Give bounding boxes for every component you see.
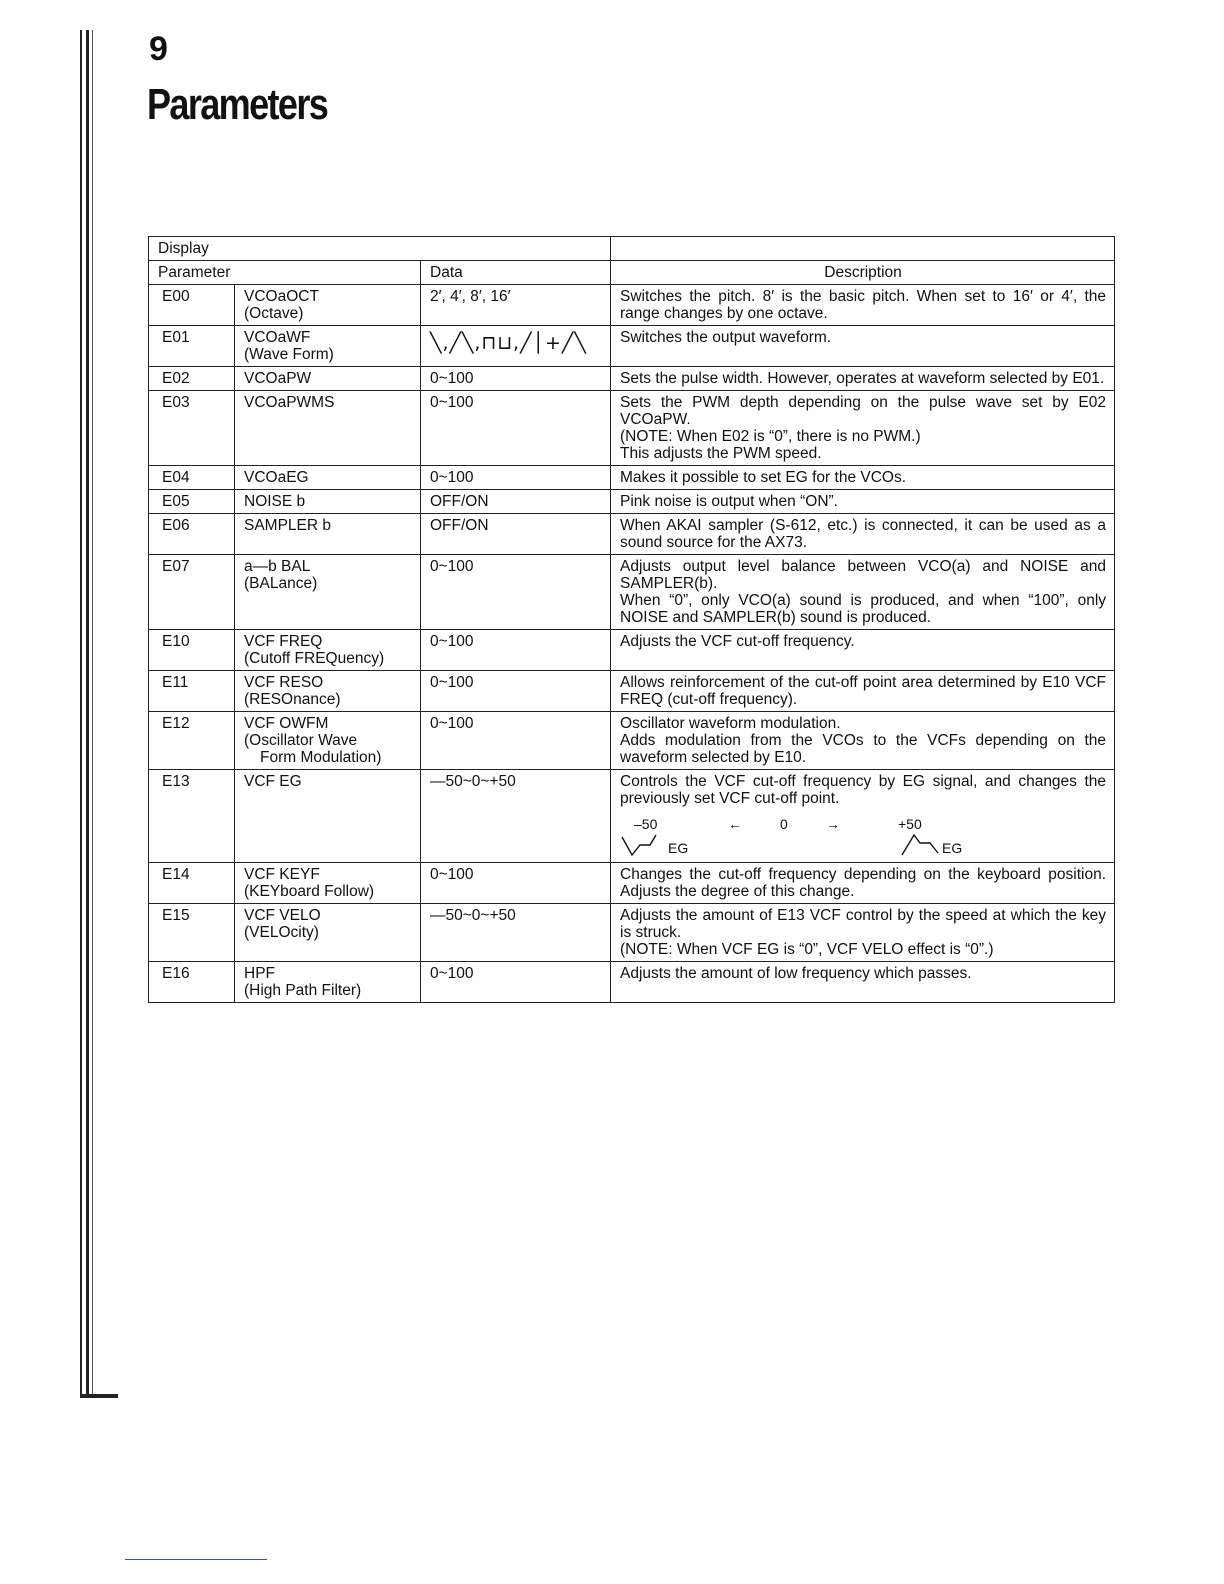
param-name: VCOaOCT bbox=[244, 288, 319, 305]
table-row bbox=[149, 712, 1115, 770]
param-data bbox=[421, 490, 611, 514]
left-arrow-icon: ← bbox=[728, 816, 743, 832]
param-data-value: 0~100 bbox=[430, 394, 474, 411]
param-code: E07 bbox=[149, 555, 235, 630]
description-line: Adds modulation from the VCOs to the VCFs depending on the waveform selected by E10. bbox=[620, 732, 1107, 766]
param-description bbox=[611, 904, 1115, 962]
param-name-cell bbox=[235, 863, 421, 904]
description-line: Controls the VCF cut-off frequency by EG signal, and changes the previously set VCF cut-off point. bbox=[620, 773, 1107, 807]
table-row bbox=[149, 630, 1115, 671]
parameters-table bbox=[148, 236, 1115, 1003]
eg-plus-label: +50 bbox=[898, 816, 922, 832]
param-description bbox=[611, 367, 1115, 391]
param-data-value: 0~100 bbox=[430, 965, 474, 982]
param-data bbox=[421, 466, 611, 490]
table-row bbox=[149, 671, 1115, 712]
param-full-name: (Octave) bbox=[244, 305, 304, 322]
table-row bbox=[149, 391, 1115, 466]
param-code: E16 bbox=[149, 962, 235, 1003]
table-row bbox=[149, 285, 1115, 326]
param-name: VCF OWFM bbox=[244, 715, 329, 732]
param-name: SAMPLER b bbox=[244, 517, 332, 534]
description-line: Adjusts the amount of E13 VCF control by the speed at which the key is struck. bbox=[620, 907, 1107, 941]
chapter-number: 9 bbox=[149, 30, 167, 68]
description-line: Sets the PWM depth depending on the pulse wave set by E02 VCOaPW. bbox=[620, 394, 1107, 428]
param-name-cell bbox=[235, 555, 421, 630]
param-description bbox=[611, 962, 1115, 1003]
description-line: Adjusts the amount of low frequency which passes. bbox=[620, 965, 972, 982]
param-name-cell bbox=[235, 671, 421, 712]
param-name: a—b BAL bbox=[244, 558, 311, 575]
param-code: E03 bbox=[149, 391, 235, 466]
param-description bbox=[611, 863, 1115, 904]
eg-label-negative: EG bbox=[668, 840, 689, 856]
header-parameter: Parameter bbox=[149, 261, 421, 285]
param-data bbox=[421, 555, 611, 630]
table-row bbox=[149, 326, 1115, 367]
param-name-cell bbox=[235, 770, 421, 863]
param-name-cell bbox=[235, 904, 421, 962]
param-full-name: (VELOcity) bbox=[244, 924, 319, 941]
param-data bbox=[421, 514, 611, 555]
positive-eg-curve-icon bbox=[902, 835, 938, 855]
param-data-value: 0~100 bbox=[430, 469, 474, 486]
param-name: VCOaEG bbox=[244, 469, 309, 486]
param-name-cell bbox=[235, 630, 421, 671]
param-name: HPF bbox=[244, 965, 275, 982]
binding-edge bbox=[78, 30, 96, 1398]
param-data bbox=[421, 712, 611, 770]
param-data bbox=[421, 770, 611, 863]
description-line: Adjusts the VCF cut-off frequency. bbox=[620, 633, 855, 650]
description-line: Makes it possible to set EG for the VCOs. bbox=[620, 469, 907, 486]
param-data-value: OFF/ON bbox=[430, 493, 489, 510]
param-full-name: (BALance) bbox=[244, 575, 318, 592]
param-name-cell bbox=[235, 391, 421, 466]
param-data bbox=[421, 367, 611, 391]
table-row bbox=[149, 904, 1115, 962]
description-line: Pink noise is output when “ON”. bbox=[620, 493, 838, 510]
param-code: E12 bbox=[149, 712, 235, 770]
param-description bbox=[611, 712, 1115, 770]
description-line: (NOTE: When E02 is “0”, there is no PWM.) bbox=[620, 428, 921, 445]
param-description bbox=[611, 285, 1115, 326]
param-description bbox=[611, 770, 1115, 863]
param-data bbox=[421, 962, 611, 1003]
description-line: Oscillator waveform modulation. bbox=[620, 715, 841, 732]
description-line: This adjusts the PWM speed. bbox=[620, 445, 822, 462]
param-name: VCF EG bbox=[244, 773, 302, 790]
param-name: VCOaPW bbox=[244, 370, 312, 387]
param-name: VCF FREQ bbox=[244, 633, 323, 650]
negative-eg-curve-icon bbox=[622, 835, 656, 855]
param-name-cell bbox=[235, 490, 421, 514]
param-full-name: (Wave Form) bbox=[244, 346, 334, 363]
param-data bbox=[421, 326, 611, 367]
param-description bbox=[611, 555, 1115, 630]
param-data bbox=[421, 904, 611, 962]
description-line: Adjusts output level balance between VCO(a) and NOISE and SAMPLER(b). bbox=[620, 558, 1107, 592]
param-name-cell bbox=[235, 962, 421, 1003]
eg-zero-label: 0 bbox=[780, 816, 788, 832]
param-code: E01 bbox=[149, 326, 235, 367]
table-row bbox=[149, 466, 1115, 490]
eg-minus-label: –50 bbox=[634, 816, 658, 832]
param-name: VCF KEYF bbox=[244, 866, 320, 883]
param-data bbox=[421, 285, 611, 326]
param-code: E05 bbox=[149, 490, 235, 514]
param-name-cell bbox=[235, 514, 421, 555]
param-full-name: (Cutoff FREQuency) bbox=[244, 650, 385, 667]
header-blank bbox=[611, 237, 1115, 261]
param-code: E10 bbox=[149, 630, 235, 671]
table-row bbox=[149, 555, 1115, 630]
param-data-value: OFF/ON bbox=[430, 517, 489, 534]
param-data bbox=[421, 630, 611, 671]
param-description bbox=[611, 490, 1115, 514]
param-code: E11 bbox=[149, 671, 235, 712]
param-description bbox=[611, 391, 1115, 466]
param-full-name: (KEYboard Follow) bbox=[244, 883, 375, 900]
param-name: NOISE b bbox=[244, 493, 306, 510]
header-description: Description bbox=[611, 261, 1115, 285]
param-code: E06 bbox=[149, 514, 235, 555]
param-code: E00 bbox=[149, 285, 235, 326]
table-row bbox=[149, 514, 1115, 555]
param-data-value: 2′, 4′, 8′, 16′ bbox=[430, 288, 511, 305]
param-full-name-cont: Form Modulation) bbox=[260, 749, 382, 766]
param-name-cell bbox=[235, 285, 421, 326]
param-code: E14 bbox=[149, 863, 235, 904]
param-code: E02 bbox=[149, 367, 235, 391]
param-description bbox=[611, 671, 1115, 712]
param-data-value: 0~100 bbox=[430, 633, 474, 650]
header-display: Display bbox=[149, 237, 611, 261]
param-name-cell bbox=[235, 712, 421, 770]
table-row bbox=[149, 490, 1115, 514]
param-description bbox=[611, 514, 1115, 555]
param-data bbox=[421, 391, 611, 466]
param-full-name: (RESOnance) bbox=[244, 691, 341, 708]
param-data-value: 0~100 bbox=[430, 370, 474, 387]
param-data-value: 0~100 bbox=[430, 715, 474, 732]
param-code: E13 bbox=[149, 770, 235, 863]
param-data-value: —50~0~+50 bbox=[430, 773, 516, 790]
param-description bbox=[611, 630, 1115, 671]
page-title: Parameters bbox=[147, 80, 328, 129]
param-description bbox=[611, 466, 1115, 490]
param-data-value: —50~0~+50 bbox=[430, 907, 516, 924]
param-data bbox=[421, 863, 611, 904]
table-header-row bbox=[149, 261, 1115, 285]
right-arrow-icon: → bbox=[826, 816, 841, 832]
param-full-name: (High Path Filter) bbox=[244, 982, 362, 999]
param-data bbox=[421, 671, 611, 712]
table-header-display-row bbox=[149, 237, 1115, 261]
description-line: Switches the output waveform. bbox=[620, 329, 832, 346]
table-row bbox=[149, 367, 1115, 391]
description-line: When AKAI sampler (S-612, etc.) is connected, it can be used as a sound source for the AX73. bbox=[620, 517, 1107, 551]
param-description bbox=[611, 326, 1115, 367]
header-data: Data bbox=[421, 261, 611, 285]
table-row bbox=[149, 962, 1115, 1003]
eg-polarity-diagram bbox=[620, 815, 980, 859]
table-row bbox=[149, 770, 1115, 863]
table-row bbox=[149, 863, 1115, 904]
param-name: VCF VELO bbox=[244, 907, 321, 924]
description-line: Allows reinforcement of the cut-off point area determined by E10 VCF FREQ (cut-off frequency). bbox=[620, 674, 1107, 708]
param-code: E15 bbox=[149, 904, 235, 962]
param-data-value: ╲,╱╲,⊓⊔,╱│+╱╲ bbox=[430, 332, 587, 354]
description-line: Switches the pitch. 8′ is the basic pitch. When set to 16′ or 4′, the range changes by one octave. bbox=[620, 288, 1107, 322]
param-data-value: 0~100 bbox=[430, 558, 474, 575]
description-line: Changes the cut-off frequency depending on the keyboard position. Adjusts the degree of this change. bbox=[620, 866, 1107, 900]
description-line: (NOTE: When VCF EG is “0”, VCF VELO effect is “0”.) bbox=[620, 941, 994, 958]
param-name: VCF RESO bbox=[244, 674, 324, 691]
param-name-cell bbox=[235, 367, 421, 391]
param-data-value: 0~100 bbox=[430, 866, 474, 883]
eg-label-positive: EG bbox=[942, 840, 963, 856]
description-line: Sets the pulse width. However, operates at waveform selected by E01. bbox=[620, 370, 1105, 387]
param-name-cell bbox=[235, 466, 421, 490]
param-name: VCOaPWMS bbox=[244, 394, 335, 411]
description-line: When “0”, only VCO(a) sound is produced, and when “100”, only NOISE and SAMPLER(b) sound is produced. bbox=[620, 592, 1107, 626]
footer-rule bbox=[125, 1559, 267, 1560]
param-code: E04 bbox=[149, 466, 235, 490]
param-full-name: (Oscillator Wave bbox=[244, 732, 358, 749]
param-name-cell bbox=[235, 326, 421, 367]
param-name: VCOaWF bbox=[244, 329, 311, 346]
param-data-value: 0~100 bbox=[430, 674, 474, 691]
